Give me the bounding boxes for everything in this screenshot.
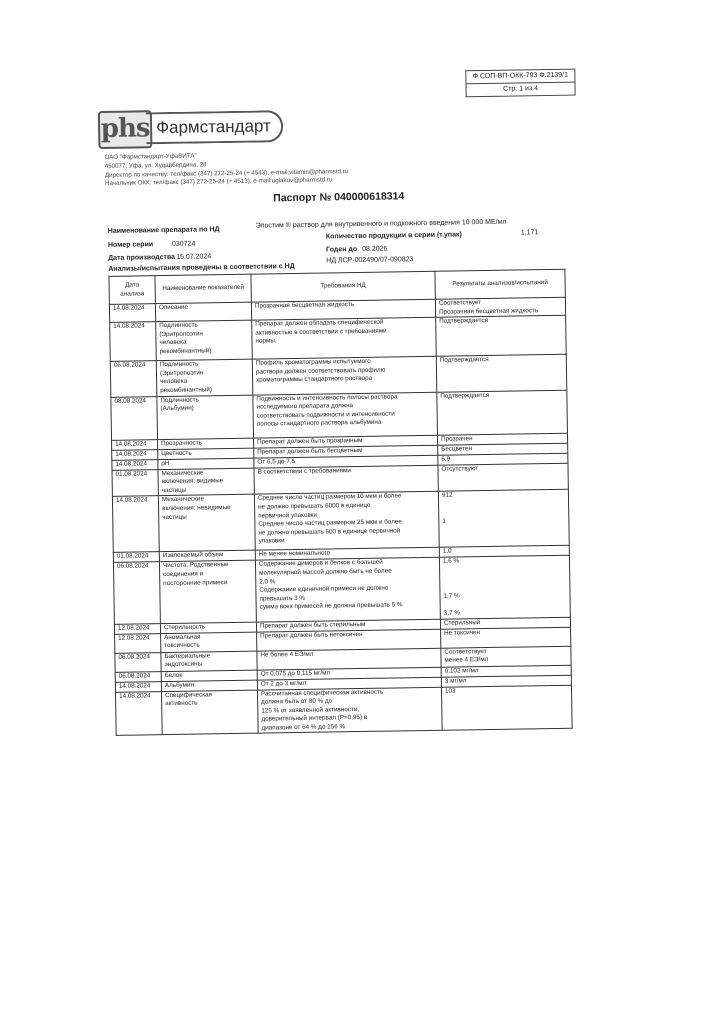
cell-indicator: Аномальная токсичность <box>161 632 257 653</box>
quantity-label: Количество продукции в серии (т.упак) <box>325 231 462 241</box>
cell-date: 06.08.2024 <box>115 671 161 682</box>
cell-date: 14.08.2024 <box>112 459 158 470</box>
page-info: Стр. 1 из 4 <box>466 82 574 97</box>
cell-result: Прозрачен <box>437 433 567 445</box>
cell-indicator: Подлинность (Эритропоэтин человека рекомбинантный) <box>156 320 253 361</box>
nd-registration: НД ЛСР-002490/07-090823 <box>326 256 414 265</box>
passport-title: Паспорт № 040000618314 <box>273 190 405 205</box>
cell-indicator: Белок <box>161 670 257 682</box>
cell-date: 01.08.2024 <box>113 552 159 563</box>
cell-date: 14.08.2024 <box>112 449 158 460</box>
cell-date: 14.08.2024 <box>115 691 162 736</box>
address-line: ОАО "Фармстандарт-УфаВИТА" <box>104 152 197 161</box>
cell-indicator: Извлекаемый объем <box>159 550 255 562</box>
cell-result: Подтверждается <box>436 315 567 356</box>
product-value: Эпостим ® раствор для внутривенного и подкожного введения 10 000 МЕ/мл <box>255 218 507 230</box>
cell-result: 1,6 % 1,7 % 3,7 % <box>439 556 570 619</box>
cell-requirement: Не менее номинального <box>255 548 439 561</box>
cell-result: 6,9 <box>438 453 568 465</box>
cell-indicator: Чистота. Родственные соединения и посторонние примеси <box>159 560 256 623</box>
cell-indicator: Специфическая активность <box>161 690 258 735</box>
table-row <box>112 490 569 553</box>
logo-mark: phs <box>98 110 153 149</box>
cell-date: 12.08.2024 <box>115 633 161 653</box>
cell-indicator: Цветность <box>158 448 254 460</box>
cell-result: Стерильный <box>440 617 570 629</box>
table-row <box>111 390 568 440</box>
header-name: Наименование показателей <box>155 274 251 304</box>
expiry-value: 08.2026 <box>362 245 388 253</box>
company-address <box>105 150 349 189</box>
logo-wordmark: Фармстандарт <box>146 110 283 144</box>
cell-result: 912 1 <box>438 490 569 548</box>
cell-date: 08.08.2024 <box>111 396 158 440</box>
cell-date: 01.08.2024 <box>112 469 158 497</box>
series-label: Номер серии <box>107 241 154 249</box>
address-line: 450077, Уфа, ул. Худайбердина, 28 <box>104 161 207 170</box>
cell-requirement: В соответствии с требованиями <box>254 465 438 495</box>
cell-indicator: Бактериальные эндотоксины <box>161 651 257 672</box>
cell-date: 14.08.2024 <box>112 439 158 450</box>
cell-requirement: Не более 4 ЕЭ/мл <box>257 648 441 670</box>
cell-requirement: Профиль хроматограммы испытуемого раствора должен соответствовать профилю хроматограммы стандартного раствора <box>252 356 437 394</box>
address-line: Директор по качеству: тел/факс (347) 272-25-24 (+ 4543), e-mail:vitamin@pharmstd.ru <box>104 167 349 179</box>
cell-requirement: Среднее число частиц размером 10 мкм и более не должно превышать 6000 в единице первичной упаковки Среднее число частиц размером 25 мкм и более не должно превышать 600 в единице первичной упаковки <box>254 492 439 551</box>
header-results: Результаты анализов/испытаний <box>435 269 565 299</box>
cell-requirement: Препарат должен быть бесцветным <box>254 445 438 458</box>
cell-indicator: Подлинность (Эритропоэтин человека рекомбинантный) <box>156 359 253 396</box>
expiry-label: Годен до <box>326 246 358 254</box>
cell-date: 14.08.2024 <box>110 322 157 362</box>
cell-requirement: Прозрачная бесцветная жидкость <box>251 299 435 320</box>
cell-requirement: От 2 до 3 мг/мл <box>257 677 441 690</box>
quantity-value: 1,171 <box>520 229 539 237</box>
company-logo <box>98 111 271 147</box>
cell-date: 14.08.2024 <box>109 304 155 323</box>
cell-result: 1,0 <box>439 546 569 558</box>
cell-date: 06.08.2024 <box>115 652 161 672</box>
cell-date: 14.08.2024 <box>115 681 161 692</box>
cell-indicator: Описание <box>155 302 251 322</box>
cell-result: Не токсичен <box>441 627 571 648</box>
address-line: Начальник ОКК: тел/факс (347) 272-25-24 (+ 4513), e-mail:uglakov@pharmstd.ru <box>104 176 333 188</box>
product-label: Наименование препарата по НД <box>107 226 220 235</box>
cell-requirement: Препарат должен быть стерильным <box>256 619 440 632</box>
manufactured-label: Дата производства <box>108 253 176 262</box>
cell-requirement: Подвижность и интенсивность полосы раствора исследуемого препарата должна соответствовать подвижности и интенсивности полосы стандартного раствора альбумина <box>253 392 438 438</box>
series-value: 030724 <box>171 240 196 248</box>
analysis-table <box>108 269 572 737</box>
cell-requirement: От 0,075 до 0,115 мг/мл <box>257 667 441 680</box>
cell-indicator: Подлинность (Альбумин) <box>157 395 254 440</box>
analysis-statement: Анализы/испытания проведены в соответствии с НД <box>108 262 295 273</box>
cell-requirement: Препарат должен быть нетоксичен <box>257 629 441 651</box>
cell-result: Соответствует менее 4 ЕЭ/мл <box>441 646 571 667</box>
manufactured-value: 15.07.2024 <box>176 253 212 261</box>
cell-result: 103 <box>441 685 572 731</box>
cell-date: 06.08.2024 <box>110 361 157 397</box>
cell-requirement: От 6,5 до 7,5 <box>254 455 438 468</box>
cell-result: Отсутствуют <box>438 463 568 492</box>
cell-date: 06.08.2024 <box>113 562 160 624</box>
cell-result: Соответствует Прозрачная бесцветная жидкость <box>435 297 565 317</box>
header-requirements: Требования НД <box>251 271 435 302</box>
analysis-rows <box>109 297 572 736</box>
cell-result: Бесцветен <box>438 443 568 455</box>
cell-result: 0,102 мг/мл <box>441 665 571 677</box>
cell-result: Подтверждается <box>437 390 568 435</box>
cell-indicator: Стерильность <box>160 622 256 634</box>
form-code-box <box>465 69 575 98</box>
cell-requirement: Содержание димеров и белков с большей молекулярной массой должно быть не более 2,0 % Содержание единичной примеси не должно превышать 3 % сумма всех примесей не должна превышать 5 % <box>255 558 440 622</box>
cell-indicator: Механические включения: невидимые частицы <box>158 495 255 553</box>
cell-date: 14.08.2024 <box>112 496 159 553</box>
table-row <box>113 556 570 624</box>
cell-indicator: pH <box>158 458 254 470</box>
cell-requirement: Препарат должен быть прозрачным <box>254 435 438 448</box>
cell-indicator: Механические включения: видимые частицы <box>158 468 254 496</box>
cell-indicator: Прозрачность <box>158 438 254 450</box>
cell-result: 3 мг/мл <box>441 675 571 687</box>
form-code: Ф СОП-ВП-ОКК-793 Ф.2139/1 <box>472 71 569 81</box>
cell-requirement: Препарат должен обладать специфической активностью в соответствии с требованиями нормы. <box>252 317 437 359</box>
table-row <box>115 685 572 736</box>
cell-requirement: Рассчитанная специфическая активность должна быть от 80 % до 125 % от заявленной активности, доверительный интервал (P=0,95) в диапазоне от 64 % до 156 % <box>257 687 442 734</box>
cell-result: Подтверждается <box>436 354 567 391</box>
cell-date: 12.08.2024 <box>114 623 160 634</box>
cell-indicator: Альбумин <box>161 680 257 692</box>
header-date: Дата анализа <box>109 276 155 305</box>
